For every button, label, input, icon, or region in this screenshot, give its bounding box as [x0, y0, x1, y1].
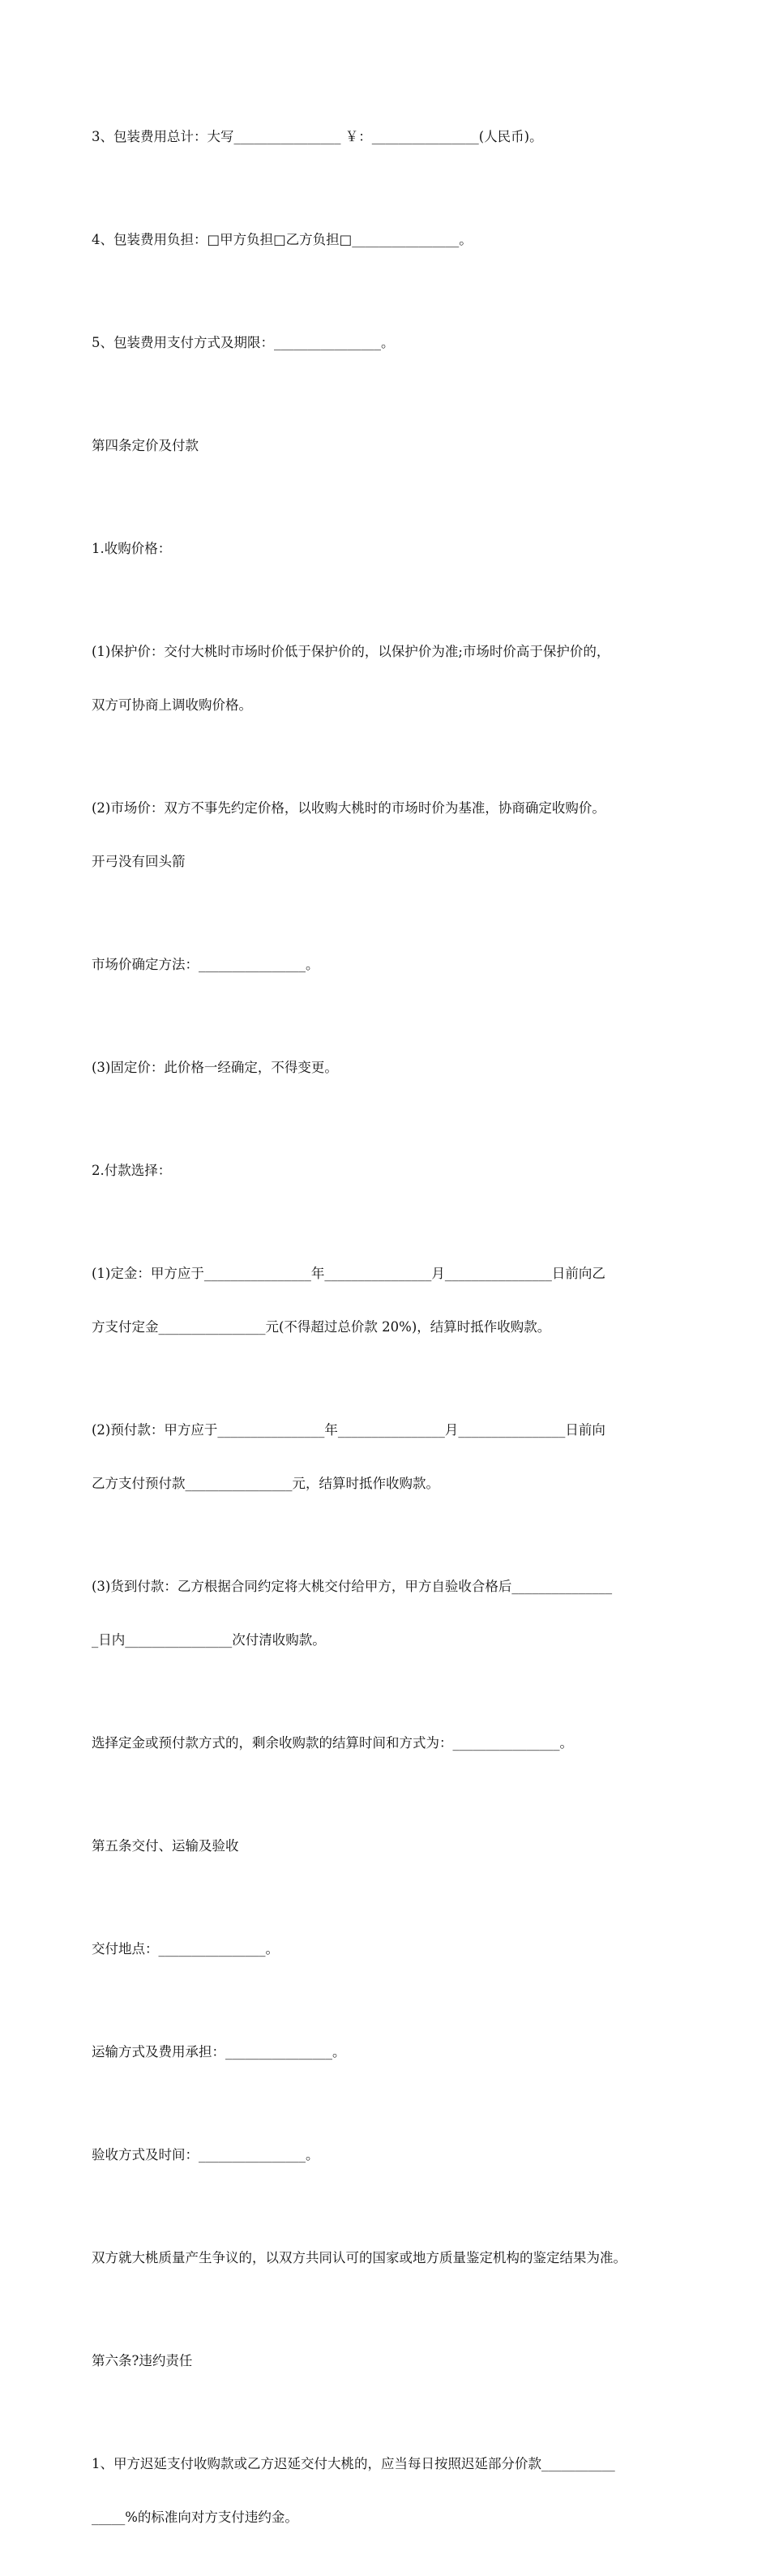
paragraph-line: 1.收购价格：	[92, 541, 172, 556]
paragraph-late-penalty	[92, 2420, 691, 2562]
paragraph-line: 运输方式及费用承担：________________。	[92, 2044, 346, 2060]
paragraph-market-price	[92, 764, 691, 907]
paragraph-cash-on-delivery	[92, 1542, 691, 1685]
paragraph-delivery-location	[92, 1905, 691, 1994]
paragraph-line: 双方可协商上调收购价格。	[92, 697, 252, 713]
section-heading-article-6	[92, 2317, 691, 2406]
paragraph-line: (1)保护价：交付大桃时市场时价低于保护价的，以保护价为准;市场时价高于保护价的，	[92, 644, 610, 659]
paragraph-line: (3)货到付款：乙方根据合同约定将大桃交付给甲方，甲方自验收合格后_______________	[92, 1579, 613, 1594]
section-heading-article-5	[92, 1802, 691, 1891]
paragraph-line: (2)预付款：甲方应于________________年________________月________________日前向	[92, 1422, 605, 1438]
paragraph-line: 4、包装费用负担：□甲方负担□乙方负担□________________。	[92, 232, 473, 247]
paragraph-line: 双方就大桃质量产生争议的，以双方共同认可的国家或地方质量鉴定机构的鉴定结果为准。	[92, 2250, 627, 2265]
paragraph-deposit	[92, 1229, 691, 1372]
document-body	[92, 92, 691, 2576]
paragraph-acceptance	[92, 2111, 691, 2200]
paragraph-remaining-settlement	[92, 1699, 691, 1788]
paragraph-line: 选择定金或预付款方式的，剩余收购款的结算时间和方式为：________________。	[92, 1735, 573, 1751]
paragraph-line: 第六条?违约责任	[92, 2353, 193, 2368]
paragraph-line: 2.付款选择：	[92, 1163, 172, 1178]
paragraph-line: 方支付定金________________元(不得超过总价款 20%)，结算时抵作收购款。	[92, 1319, 551, 1335]
paragraph-transport	[92, 2008, 691, 2097]
paragraph-packaging-total	[92, 92, 691, 182]
paragraph-line: 验收方式及时间：________________。	[92, 2147, 319, 2162]
paragraph-line: _____%的标准向对方支付违约金。	[92, 2510, 298, 2525]
paragraph-line: 1、甲方迟延支付收购款或乙方迟延交付大桃的，应当每日按照迟延部分价款___________	[92, 2456, 615, 2471]
paragraph-line: (3)固定价：此价格一经确定，不得变更。	[92, 1060, 338, 1075]
paragraph-line: _日内________________次付清收购款。	[92, 1632, 326, 1648]
paragraph-prepayment	[92, 1386, 691, 1528]
paragraph-line: 5、包装费用支付方式及期限：________________。	[92, 335, 395, 350]
subheading-purchase-price	[92, 504, 691, 594]
paragraph-line: 开弓没有回头箭	[92, 854, 186, 869]
paragraph-protection-price	[92, 607, 691, 750]
paragraph-packaging-payment	[92, 298, 691, 388]
paragraph-line: 乙方支付预付款________________元，结算时抵作收购款。	[92, 1476, 439, 1491]
paragraph-line: 市场价确定方法：________________。	[92, 957, 319, 972]
paragraph-quality-dispute	[92, 2214, 691, 2303]
paragraph-line: 3、包装费用总计：大写________________ ￥：________________(人民币)。	[92, 129, 543, 144]
paragraph-line: 第五条交付、运输及验收	[92, 1838, 239, 1854]
section-heading-article-4	[92, 401, 691, 491]
paragraph-fixed-price	[92, 1023, 691, 1112]
paragraph-line: 第四条定价及付款	[92, 438, 199, 453]
subheading-payment-choice	[92, 1126, 691, 1215]
paragraph-market-price-method	[92, 920, 691, 1009]
paragraph-line: (2)市场价：双方不事先约定价格，以收购大桃时的市场时价为基准，协商确定收购价。	[92, 800, 605, 816]
paragraph-packaging-burden	[92, 195, 691, 285]
paragraph-line: 交付地点：________________。	[92, 1941, 279, 1957]
paragraph-line: (1)定金：甲方应于________________年________________月________________日前向乙	[92, 1266, 605, 1281]
